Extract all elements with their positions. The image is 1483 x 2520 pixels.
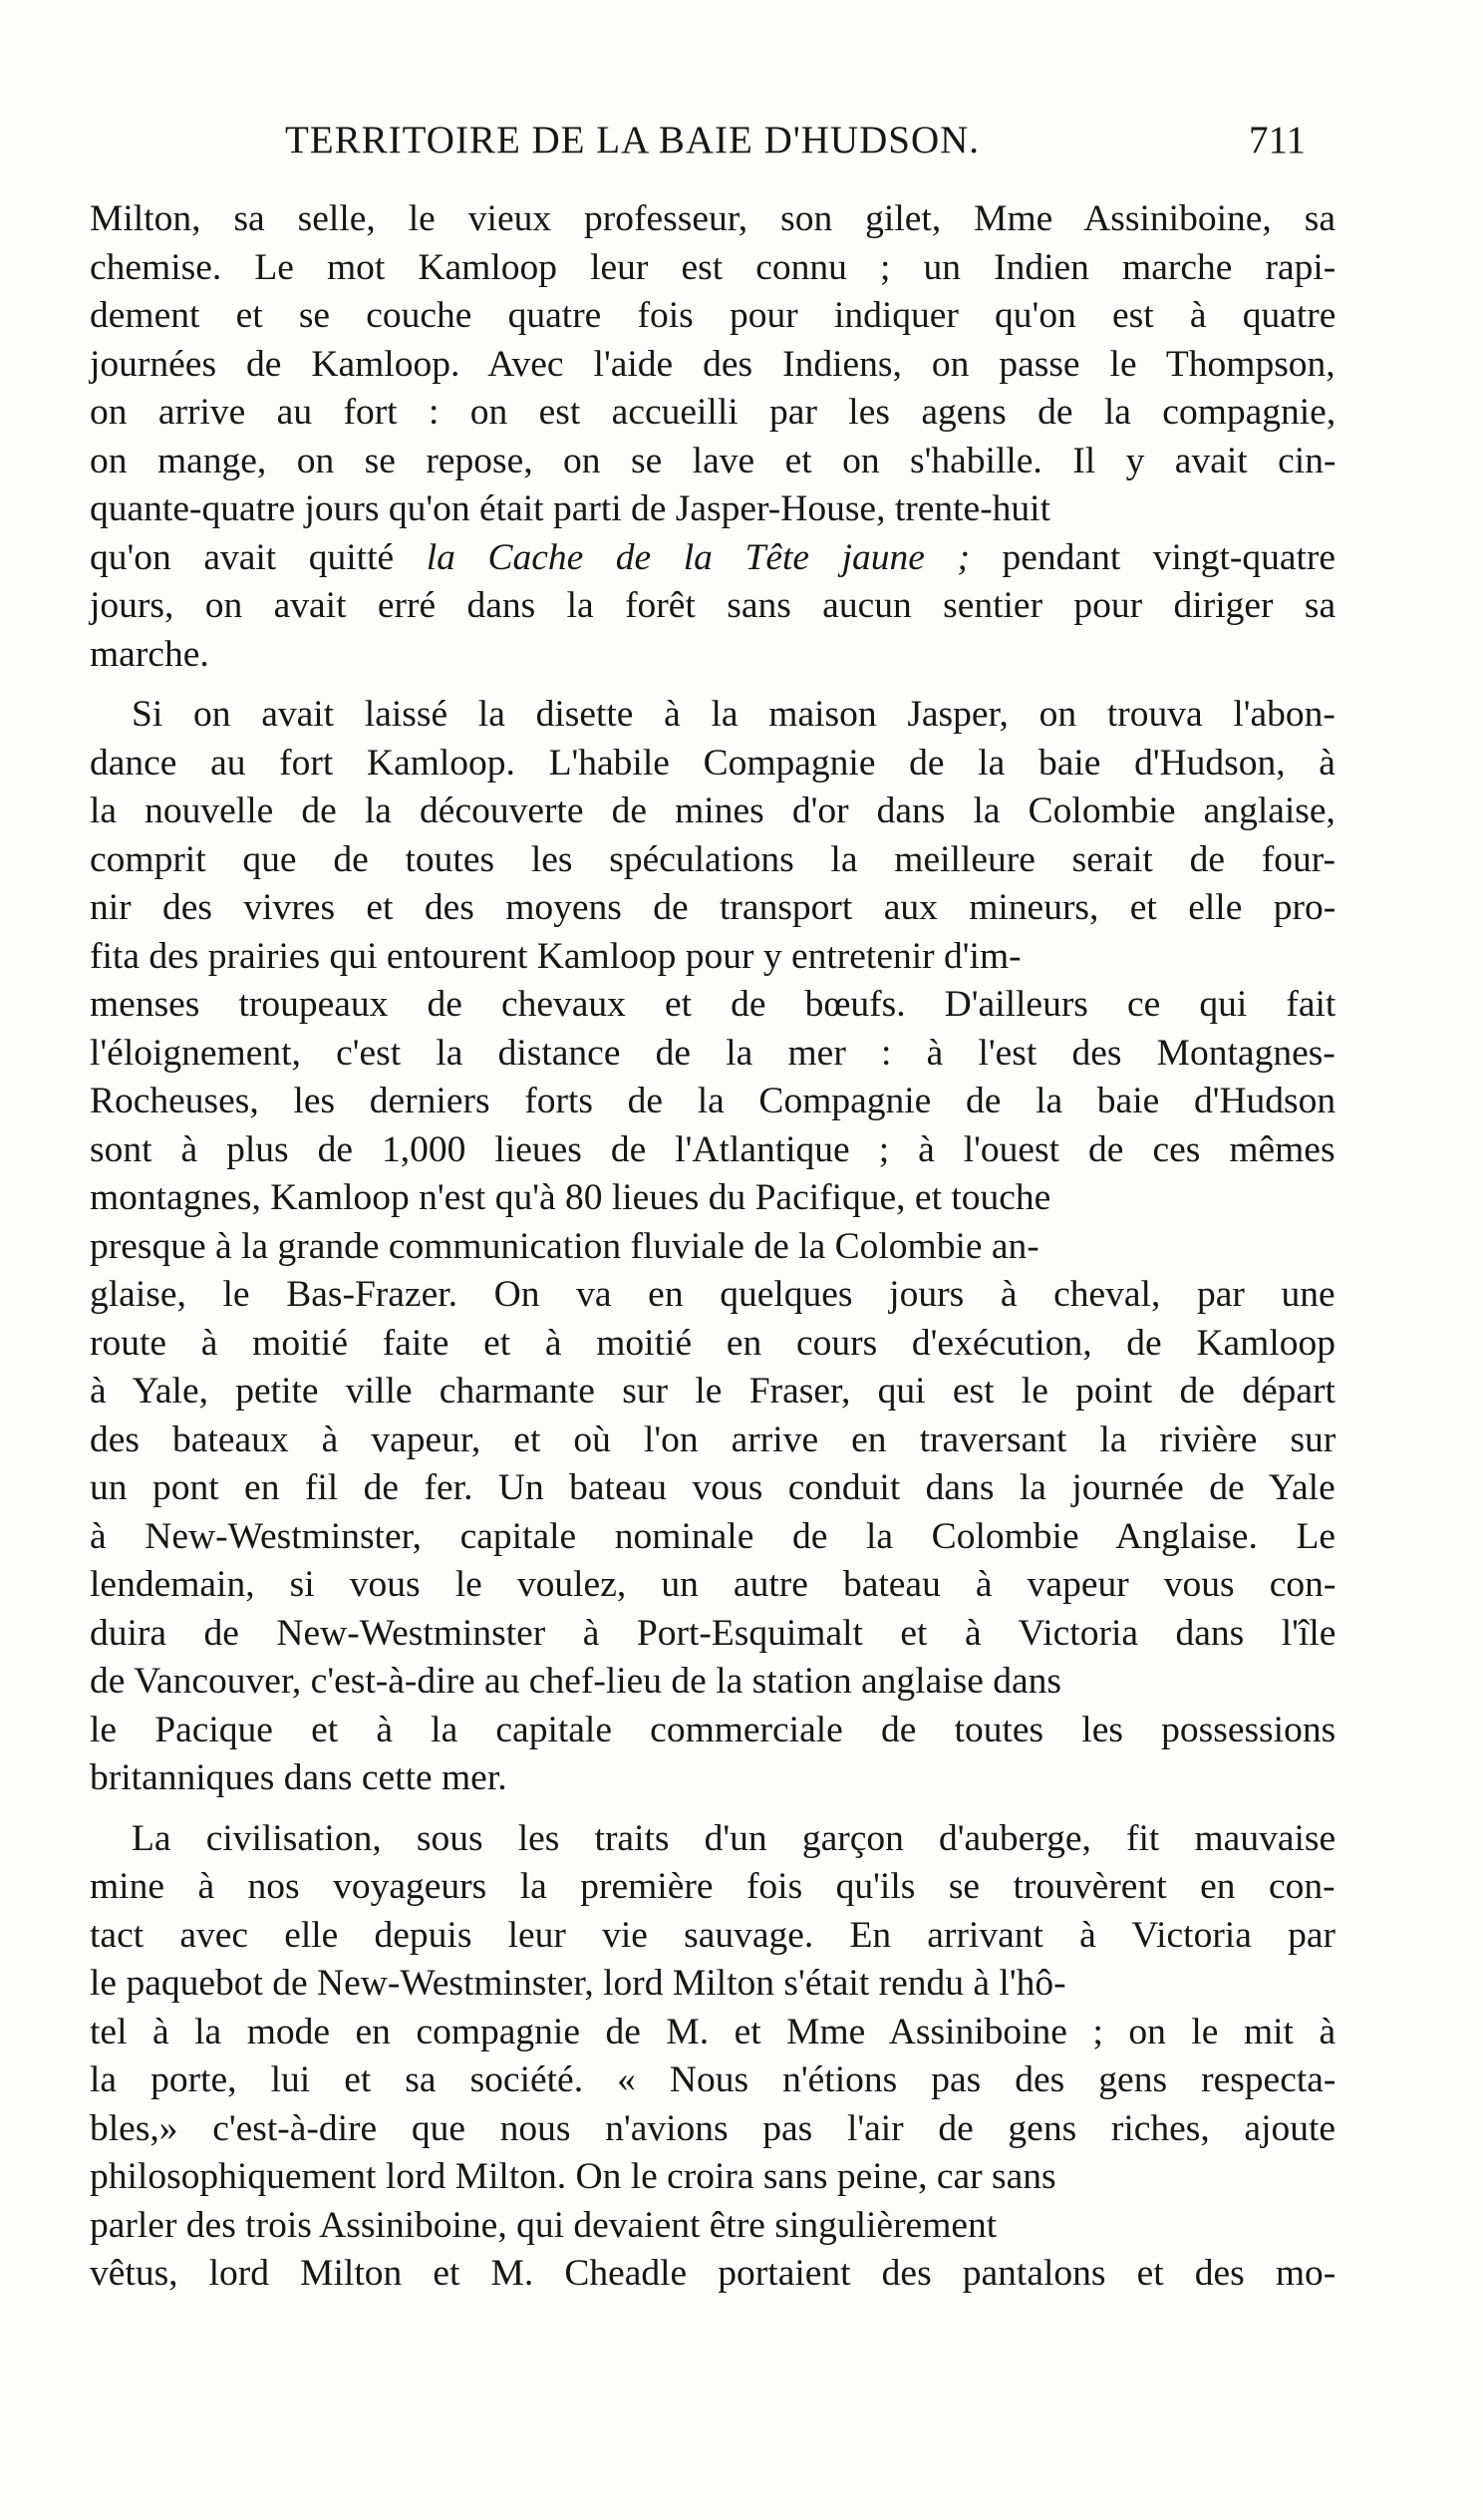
- text-line: glaise, le Bas-Frazer. On va en quelques jours à cheval, par une: [90, 1274, 1335, 1315]
- text-line: à Yale, petite ville charmante sur le Fraser, qui est le point de départ: [90, 1371, 1335, 1412]
- text-line: tact avec elle depuis leur vie sauvage. En arrivant à Victoria par: [90, 1914, 1335, 1956]
- text-line: Si on avait laissé la disette à la maison Jasper, on trouva l'abon-: [132, 694, 1335, 735]
- running-title: TERRITOIRE DE LA BAIE D'HUDSON.: [285, 119, 981, 161]
- text-line: marche.: [90, 633, 209, 675]
- text-line: le Pacique et à la capitale commerciale de toutes les possessions: [90, 1709, 1336, 1750]
- text-line: des bateaux à vapeur, et où l'on arrive en traversant la rivière sur: [90, 1418, 1336, 1460]
- text-line: le paquebot de New-Westminster, lord Milton s'était rendu à l'hô-: [90, 1963, 1066, 2004]
- text-line: montagnes, Kamloop n'est qu'à 80 lieues du Pacifique, et touche: [90, 1177, 1051, 1218]
- text-line-mixed: [90, 534, 1335, 583]
- text-line: mine à nos voyageurs la première fois qu'ils se trouvèrent en con-: [90, 1866, 1335, 1907]
- text-line: britanniques dans cette mer.: [90, 1757, 507, 1798]
- text-run: qu'on avait quitté: [90, 536, 395, 578]
- text-line: un pont en fil de fer. Un bateau vous conduit dans la journée de Yale: [90, 1467, 1335, 1508]
- text-line: nir des vivres et des moyens de transport aux mineurs, et elle pro-: [90, 887, 1336, 928]
- text-line: on mange, on se repose, on se lave et on s'habille. Il y avait cin-: [90, 440, 1336, 481]
- italic-title: la Cache de la Tête jaune ;: [426, 536, 970, 578]
- text-line: la porte, lui et sa société. « Nous n'étions pas des gens respecta-: [90, 2059, 1336, 2100]
- text-line: journées de Kamloop. Avec l'aide des Indiens, on passe le Thompson,: [90, 343, 1335, 385]
- running-head: [90, 118, 1306, 177]
- text-line: philosophiquement lord Milton. On le croira sans peine, car sans: [90, 2156, 1056, 2197]
- paragraph-2: [90, 691, 1335, 1803]
- text-line: Rocheuses, les derniers forts de la Compagnie de la baie d'Hudson: [90, 1081, 1336, 1121]
- text-line: dement et se couche quatre fois pour indiquer qu'on est à quatre: [90, 295, 1336, 336]
- text-line: menses troupeaux de chevaux et de bœufs. D'ailleurs ce qui fait: [90, 984, 1336, 1025]
- paragraph-1: [90, 195, 1335, 679]
- text-line: presque à la grande communication fluviale de la Colombie an-: [90, 1225, 1039, 1267]
- text-line: jours, on avait erré dans la forêt sans aucun sentier pour diriger sa: [90, 585, 1336, 626]
- text-line: Milton, sa selle, le vieux professeur, son gilet, Mme Assiniboine, sa: [90, 198, 1335, 239]
- text-run: pendant vingt-quatre: [1002, 536, 1336, 578]
- text-line: parler des trois Assiniboine, qui devaient être singulièrement: [90, 2204, 998, 2246]
- text-line: chemise. Le mot Kamloop leur est connu ; un Indien marche rapi-: [90, 246, 1336, 288]
- text-line: duira de New-Westminster à Port-Esquimalt et à Victoria dans l'île: [90, 1612, 1336, 1654]
- text-line: on arrive au fort : on est accueilli par les agens de la compagnie,: [90, 392, 1336, 433]
- text-line: fita des prairies qui entourent Kamloop pour y entretenir d'im-: [90, 935, 1022, 977]
- text-line: bles,» c'est-à-dire que nous n'avions pas l'air de gens riches, ajoute: [90, 2107, 1336, 2149]
- text-line: route à moitié faite et à moitié en cours d'exécution, de Kamloop: [90, 1322, 1336, 1364]
- text-line: vêtus, lord Milton et M. Cheadle portaient des pantalons et des mo-: [90, 2253, 1336, 2294]
- text-line: la nouvelle de la découverte de mines d'or dans la Colombie anglaise,: [90, 790, 1335, 831]
- text-line: tel à la mode en compagnie de M. et Mme Assiniboine ; on le mit à: [90, 2011, 1336, 2052]
- page-number: 711: [1248, 119, 1306, 161]
- paragraph-3: [90, 1815, 1335, 2299]
- text-line: sont à plus de 1,000 lieues de l'Atlantique ; à l'ouest de ces mêmes: [90, 1128, 1335, 1170]
- text-line: l'éloignement, c'est la distance de la mer : à l'est des Montagnes-: [90, 1032, 1335, 1074]
- text-line: dance au fort Kamloop. L'habile Compagnie de la baie d'Hudson, à: [90, 742, 1335, 784]
- text-line: lendemain, si vous le voulez, un autre bateau à vapeur vous con-: [90, 1564, 1336, 1605]
- text-line: à New-Westminster, capitale nominale de la Colombie Anglaise. Le: [90, 1515, 1335, 1557]
- text-line: La civilisation, sous les traits d'un garçon d'auberge, fit mauvaise: [132, 1817, 1336, 1859]
- text-line: comprit que de toutes les spéculations la meilleure serait de four-: [90, 838, 1336, 880]
- text-line: quante-quatre jours qu'on était parti de Jasper-House, trente-huit: [90, 488, 1051, 529]
- text-line: de Vancouver, c'est-à-dire au chef-lieu de la station anglaise dans: [90, 1661, 1061, 1702]
- body-text: [90, 195, 1335, 2299]
